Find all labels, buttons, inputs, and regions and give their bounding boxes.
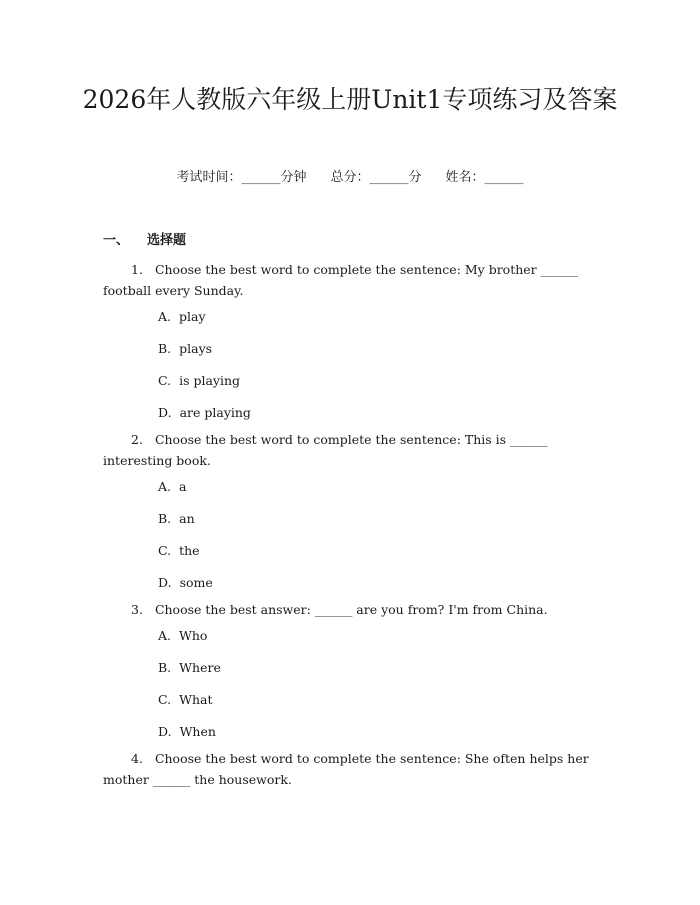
option-letter: D. (158, 724, 172, 739)
question-stem: Choose the best answer: ______ are you from? I'm from China. (154, 602, 548, 617)
option-b (158, 333, 597, 365)
question-text (103, 429, 597, 471)
option-text: a (179, 479, 187, 494)
option-a (158, 620, 597, 652)
question-number: 2. (131, 432, 143, 447)
option-text: an (179, 511, 195, 526)
option-b (158, 503, 597, 535)
question-2 (103, 429, 597, 599)
option-text: What (179, 692, 213, 707)
option-d (158, 716, 597, 748)
exam-time-label: 考试时间：______分钟 (176, 170, 307, 185)
document-title: 2026年人教版六年级上册Unit1专项练习及答案 (82, 85, 618, 114)
question-text (103, 748, 597, 790)
option-list (103, 301, 597, 429)
section-number: 一、 (103, 233, 130, 248)
option-list (103, 471, 597, 599)
question-number: 3. (131, 602, 143, 617)
question-number: 4. (131, 751, 143, 766)
question-stem: Choose the best word to complete the sentence: My brother ______ football every Sunday. (103, 262, 579, 298)
option-letter: B. (158, 511, 172, 526)
section-heading (103, 229, 186, 248)
question-3 (103, 599, 597, 748)
option-letter: A. (158, 479, 172, 494)
option-letter: C. (158, 543, 172, 558)
option-letter: D. (158, 575, 172, 590)
option-d (158, 567, 597, 599)
option-letter: D. (158, 405, 172, 420)
question-4 (103, 748, 597, 790)
option-a (158, 471, 597, 503)
option-text: plays (179, 341, 213, 356)
option-letter: B. (158, 660, 172, 675)
question-number: 1. (131, 262, 143, 277)
option-text: play (179, 309, 206, 324)
option-letter: C. (158, 373, 172, 388)
option-list (103, 620, 597, 748)
option-d (158, 397, 597, 429)
option-a (158, 301, 597, 333)
option-text: is playing (179, 373, 241, 388)
question-1 (103, 259, 597, 429)
exam-meta (0, 168, 700, 188)
option-text: are playing (179, 405, 251, 420)
option-letter: A. (158, 628, 172, 643)
question-stem: Choose the best word to complete the sentence: This is ______ interesting book. (103, 432, 548, 468)
option-text: Where (179, 660, 221, 675)
question-text (103, 259, 597, 301)
student-name-label: 姓名：______ (445, 170, 524, 185)
option-b (158, 652, 597, 684)
option-c (158, 365, 597, 397)
option-text: When (179, 724, 216, 739)
question-stem: Choose the best word to complete the sentence: She often helps her mother ______ the housework. (103, 751, 589, 787)
question-text (103, 599, 597, 620)
option-text: some (179, 575, 213, 590)
option-c (158, 684, 597, 716)
option-letter: C. (158, 692, 172, 707)
option-text: the (179, 543, 200, 558)
total-score-label: 总分：______分 (330, 170, 422, 185)
question-list (103, 259, 597, 790)
option-letter: A. (158, 309, 172, 324)
section-title: 选择题 (147, 233, 187, 248)
option-c (158, 535, 597, 567)
option-letter: B. (158, 341, 172, 356)
option-text: Who (179, 628, 208, 643)
